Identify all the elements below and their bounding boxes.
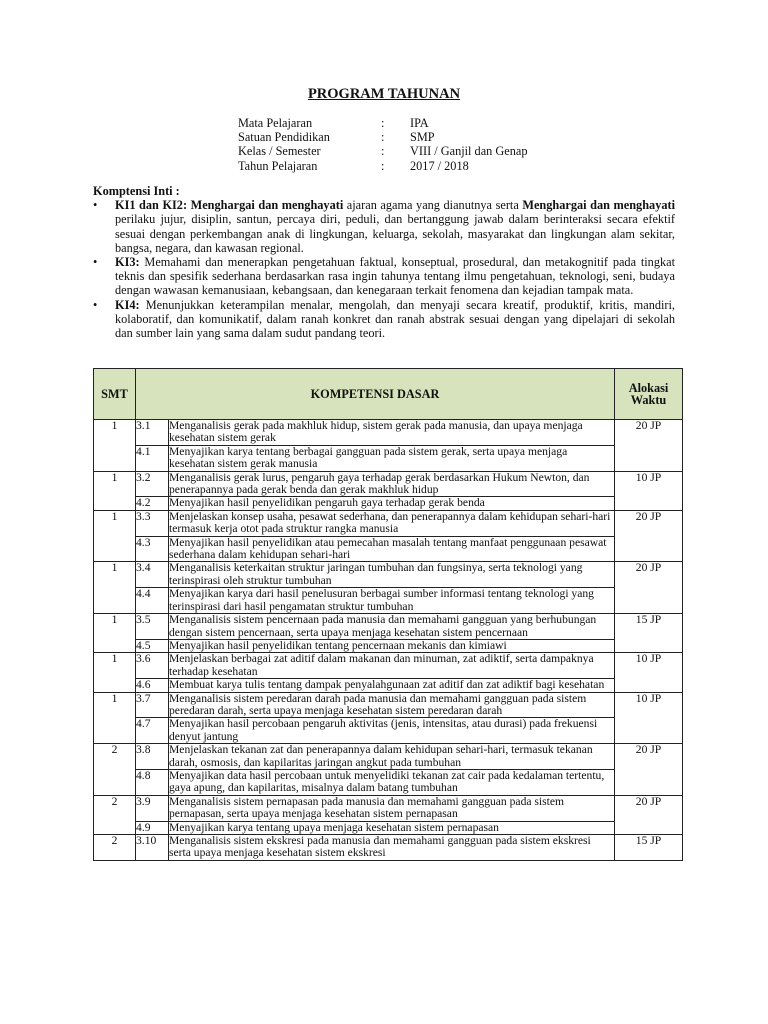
header-kompetensi-dasar: KOMPETENSI DASAR bbox=[136, 369, 615, 420]
table-row bbox=[94, 821, 683, 834]
cell-smt: 1 bbox=[94, 692, 136, 744]
cell-kd-number: 4.9 bbox=[136, 821, 169, 834]
cell-alokasi-waktu: 10 JP bbox=[615, 471, 683, 510]
ki-text: Memahami dan menerapkan pengetahuan faktual, konseptual, prosedural, dan metakognitif pada tingkat teknis dan spesifik sederhana berdasarkan rasa ingin tahunya tentang ilmu pengetahuan, teknologi, seni, budaya dengan wawasan kemanusiaan, kebangsaan, dan kenegaraan terkait fenomena dan kejadian tampak mata. bbox=[115, 255, 675, 298]
cell-alokasi-waktu: 15 JP bbox=[615, 614, 683, 653]
meta-colon: : bbox=[381, 144, 385, 159]
table-row bbox=[94, 653, 683, 679]
meta-label: Kelas / Semester bbox=[238, 144, 321, 159]
ki-bold-text: KI4: bbox=[115, 297, 140, 312]
table-row bbox=[94, 445, 683, 471]
header-smt: SMT bbox=[94, 369, 136, 420]
meta-colon: : bbox=[381, 130, 385, 145]
header-alokasi-waktu: Alokasi Waktu bbox=[615, 369, 683, 420]
cell-alokasi-waktu: 10 JP bbox=[615, 692, 683, 744]
cell-kd-number: 4.2 bbox=[136, 497, 169, 510]
meta-row bbox=[238, 116, 527, 130]
cell-alokasi-waktu: 10 JP bbox=[615, 653, 683, 692]
cell-kd-text: Menganalisis sistem peredaran darah pada manusia dan memahami gangguan pada sistem peredaran darah, serta upaya menjaga kesehatan sistem peredaran darah bbox=[169, 692, 615, 718]
meta-row bbox=[238, 159, 527, 173]
ki-item bbox=[93, 298, 675, 341]
cell-kd-text: Membuat karya tulis tentang dampak penyalahgunaan zat aditif dan zat adiktif bagi kesehatan bbox=[169, 679, 615, 692]
kompetensi-dasar-table bbox=[93, 368, 683, 861]
cell-kd-number: 4.4 bbox=[136, 588, 169, 614]
table-row bbox=[94, 639, 683, 652]
ki-text: ajaran agama yang dianutnya serta bbox=[343, 198, 523, 213]
meta-label: Mata Pelajaran bbox=[238, 116, 313, 130]
cell-kd-text: Menyajikan karya dari hasil penelusuran berbagai sumber informasi tentang teknologi yang terinspirasi dari hasil pengamatan struktur tumbuhan bbox=[169, 588, 615, 614]
table-row bbox=[94, 471, 683, 497]
cell-kd-text: Menyajikan hasil penyelidikan atau pemecahan masalah tentang manfaat penggunaan pesawat sederhana dalam kehidupan sehari-hari bbox=[169, 536, 615, 562]
bullet-icon: • bbox=[93, 297, 98, 312]
cell-kd-text: Menjelaskan tekanan zat dan penerapannya dalam kehidupan sehari-hari, termasuk tekanan darah, osmosis, dan kapilaritas jaringan angkut pada tumbuhan bbox=[169, 744, 615, 770]
cell-smt: 1 bbox=[94, 510, 136, 562]
meta-colon: : bbox=[381, 116, 385, 130]
table-row bbox=[94, 614, 683, 640]
table-row bbox=[94, 795, 683, 821]
cell-kd-text: Menyajikan karya tentang berbagai gangguan pada sistem gerak, serta upaya menjaga kesehatan sistem gerak manusia bbox=[169, 445, 615, 471]
cell-alokasi-waktu: 20 JP bbox=[615, 420, 683, 472]
meta-colon: : bbox=[381, 158, 385, 173]
cell-kd-text: Menganalisis sistem pernapasan pada manusia dan memahami gangguan pada sistem pernapasan, serta upaya menjaga kesehatan sistem pernapasan bbox=[169, 795, 615, 821]
meta-row bbox=[238, 130, 527, 144]
cell-kd-number: 3.6 bbox=[136, 653, 169, 679]
cell-kd-text: Menganalisis keterkaitan struktur jaringan tumbuhan dan fungsinya, serta teknologi yang terinspirasi oleh struktur tumbuhan bbox=[169, 562, 615, 588]
cell-kd-number: 3.7 bbox=[136, 692, 169, 718]
cell-kd-number: 3.1 bbox=[136, 420, 169, 446]
cell-smt: 2 bbox=[94, 835, 136, 861]
cell-kd-number: 3.9 bbox=[136, 795, 169, 821]
cell-kd-text: Menjelaskan konsep usaha, pesawat sederhana, dan penerapannya dalam kehidupan sehari-hari termasuk kerja otot pada struktur rangka manusia bbox=[169, 510, 615, 536]
cell-kd-text: Menganalisis sistem ekskresi pada manusia dan memahami gangguan pada sistem ekskresi serta upaya menjaga kesehatan sistem ekskresi bbox=[169, 835, 615, 861]
cell-smt: 2 bbox=[94, 744, 136, 796]
cell-kd-text: Menyajikan karya tentang upaya menjaga kesehatan sistem pernapasan bbox=[169, 821, 615, 834]
cell-smt: 1 bbox=[94, 614, 136, 653]
kompetensi-inti-section bbox=[93, 184, 675, 340]
cell-smt: 1 bbox=[94, 562, 136, 614]
meta-label: Satuan Pendidikan bbox=[238, 130, 330, 145]
cell-kd-number: 3.8 bbox=[136, 744, 169, 770]
cell-smt: 1 bbox=[94, 653, 136, 692]
ki-item bbox=[93, 198, 675, 255]
cell-kd-number: 3.5 bbox=[136, 614, 169, 640]
cell-smt: 1 bbox=[94, 471, 136, 510]
table-row bbox=[94, 510, 683, 536]
cell-alokasi-waktu: 15 JP bbox=[615, 835, 683, 861]
ki-bold-text: KI3: bbox=[115, 255, 140, 270]
cell-alokasi-waktu: 20 JP bbox=[615, 510, 683, 562]
cell-kd-number: 3.2 bbox=[136, 471, 169, 497]
cell-alokasi-waktu: 20 JP bbox=[615, 795, 683, 834]
ki-text: perilaku jujur, disiplin, santun, percaya diri, peduli, dan bertanggung jawab dalam berinteraksi secara efektif sesuai dengan perkembangan anak di lingkungan, keluarga, sekolah, masyarakat dan lingkungan alam sekitar, bangsa, negara, dan kawasan regional. bbox=[115, 212, 675, 255]
table-row bbox=[94, 835, 683, 861]
cell-kd-number: 4.3 bbox=[136, 536, 169, 562]
cell-kd-number: 4.7 bbox=[136, 718, 169, 744]
cell-smt: 1 bbox=[94, 420, 136, 472]
meta-label: Tahun Pelajaran bbox=[238, 158, 318, 173]
table-row bbox=[94, 692, 683, 718]
cell-kd-text: Menyajikan hasil penyelidikan pengaruh gaya terhadap gerak benda bbox=[169, 497, 615, 510]
table-row bbox=[94, 679, 683, 692]
bullet-icon: • bbox=[93, 255, 98, 270]
cell-alokasi-waktu: 20 JP bbox=[615, 744, 683, 796]
cell-kd-text: Menganalisis gerak lurus, pengaruh gaya terhadap gerak berdasarkan Hukum Newton, dan penerapannya pada gerak benda dan gerak makhluk hidup bbox=[169, 471, 615, 497]
cell-kd-number: 3.10 bbox=[136, 835, 169, 861]
table-row bbox=[94, 497, 683, 510]
bullet-icon: • bbox=[93, 198, 98, 213]
cell-kd-number: 4.5 bbox=[136, 639, 169, 652]
table-body bbox=[94, 420, 683, 861]
table-row bbox=[94, 420, 683, 446]
ki-list bbox=[93, 198, 675, 340]
table-row bbox=[94, 769, 683, 795]
cell-alokasi-waktu: 20 JP bbox=[615, 562, 683, 614]
cell-kd-text: Menjelaskan berbagai zat aditif dalam makanan dan minuman, zat adiktif, serta dampaknya terhadap kesehatan bbox=[169, 653, 615, 679]
cell-kd-number: 4.6 bbox=[136, 679, 169, 692]
ki-item bbox=[93, 255, 675, 298]
cell-kd-number: 3.3 bbox=[136, 510, 169, 536]
table-row bbox=[94, 562, 683, 588]
cell-kd-number: 4.1 bbox=[136, 445, 169, 471]
ki-text: Menunjukkan keterampilan menalar, mengolah, dan menyaji secara kreatif, produktif, kritis, mandiri, kolaboratif, dan komunikatif, dalam ranah konkret dan ranah abstrak sesuai dengan yang dipelajari di sekolah dan sumber lain yang sama dalam sudut pandang teori. bbox=[115, 297, 675, 341]
meta-value: SMP bbox=[410, 130, 435, 145]
meta-value: 2017 / 2018 bbox=[410, 158, 469, 173]
meta-row bbox=[238, 144, 527, 158]
page-title: PROGRAM TAHUNAN bbox=[307, 86, 461, 102]
ki-heading: Komptensi Inti : bbox=[93, 184, 180, 198]
ki-bold-text: KI1 dan KI2: Menghargai dan menghayati bbox=[115, 198, 344, 213]
meta-value: VIII / Ganjil dan Genap bbox=[410, 144, 528, 159]
cell-kd-number: 3.4 bbox=[136, 562, 169, 588]
table-row bbox=[94, 536, 683, 562]
cell-kd-text: Menganalisis sistem pencernaan pada manusia dan memahami gangguan yang berhubungan dengan sistem pencernaan, serta upaya menjaga kesehatan sistem pencernaan bbox=[169, 614, 615, 640]
table-row bbox=[94, 718, 683, 744]
meta-value: IPA bbox=[410, 116, 429, 130]
cell-kd-text: Menganalisis gerak pada makhluk hidup, sistem gerak pada manusia, dan upaya menjaga kesehatan sistem gerak bbox=[169, 420, 615, 446]
cell-kd-text: Menyajikan hasil percobaan pengaruh aktivitas (jenis, intensitas, atau durasi) pada frekuensi denyut jantung bbox=[169, 718, 615, 744]
cell-kd-number: 4.8 bbox=[136, 769, 169, 795]
cell-smt: 2 bbox=[94, 795, 136, 834]
cell-kd-text: Menyajikan hasil penyelidikan tentang pencernaan mekanis dan kimiawi bbox=[169, 639, 615, 652]
table-row bbox=[94, 744, 683, 770]
table-header-row bbox=[94, 369, 683, 420]
table-row bbox=[94, 588, 683, 614]
ki-bold-text: Menghargai dan menghayati bbox=[522, 198, 676, 213]
cell-kd-text: Menyajikan data hasil percobaan untuk menyelidiki tekanan zat cair pada kedalaman tertentu, gaya apung, dan kapilaritas, misalnya dalam batang tumbuhan bbox=[169, 769, 615, 795]
meta-info bbox=[238, 116, 527, 173]
